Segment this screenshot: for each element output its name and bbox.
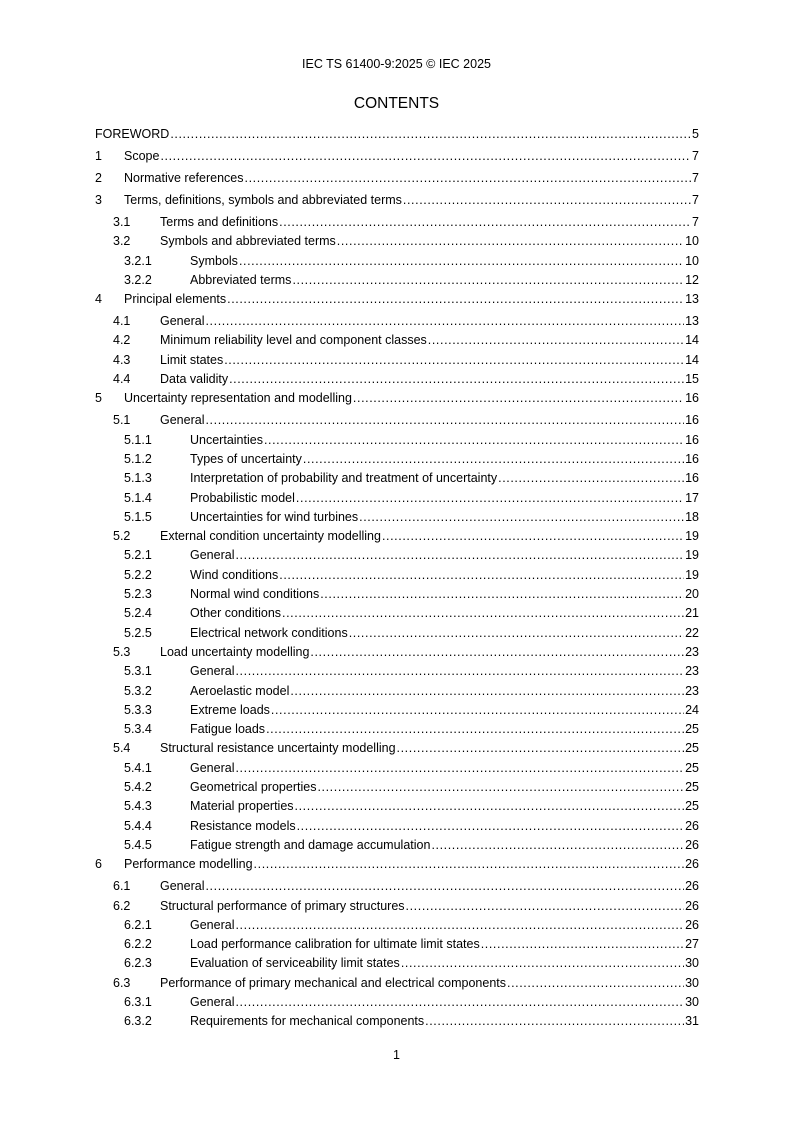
toc-entry-page: 30	[685, 994, 699, 1009]
toc-entry-page: 22	[685, 625, 699, 640]
toc-entry-number: 5	[95, 391, 102, 406]
toc-entry-title: Probabilistic model	[190, 490, 295, 505]
toc-entry[interactable]	[95, 271, 699, 290]
toc-entry-title: Fatigue strength and damage accumulation	[190, 837, 431, 852]
dot-leader	[337, 232, 684, 251]
toc-entry-page: 14	[685, 333, 699, 348]
dot-leader	[235, 546, 684, 565]
toc-entry-title: Symbols	[190, 253, 238, 268]
toc-entry[interactable]	[95, 527, 699, 546]
toc-entry-number: 4.1	[113, 314, 131, 329]
dot-leader	[235, 916, 684, 935]
toc-entry-page: 26	[685, 917, 699, 932]
toc-entry[interactable]	[95, 232, 699, 251]
toc-entry-number: 3.1	[113, 215, 131, 229]
toc-entry[interactable]	[95, 624, 699, 643]
toc-entry[interactable]	[95, 469, 699, 488]
dot-leader	[498, 469, 684, 488]
toc-entry-title: Normative references	[124, 171, 244, 185]
toc-entry[interactable]	[95, 411, 699, 430]
toc-entry-number: 5.1.4	[124, 490, 152, 505]
toc-entry-title: Types of uncertainty	[190, 451, 302, 466]
toc-entry-page: 13	[685, 314, 699, 329]
toc-entry-number: 5.2.5	[124, 625, 152, 640]
toc-entry-title: FOREWORD	[95, 127, 170, 141]
toc-entry[interactable]	[95, 993, 699, 1012]
toc-entry-page: 16	[685, 391, 699, 406]
toc-entry-number: 5.3.4	[124, 722, 152, 737]
dot-leader	[266, 720, 684, 739]
toc-entry-number: 6.3.2	[124, 1014, 152, 1029]
toc-entry-page: 12	[685, 272, 699, 287]
toc-entry-number: 2	[95, 171, 102, 185]
toc-entry-page: 25	[685, 760, 699, 775]
dot-leader	[224, 351, 684, 370]
toc-entry-page: 26	[685, 879, 699, 894]
toc-entry-number: 5.3.1	[124, 664, 152, 679]
toc-entry-title: Structural resistance uncertainty modelling	[160, 741, 396, 756]
dot-leader	[229, 370, 684, 389]
toc-entry-title: Load uncertainty modelling	[160, 644, 310, 659]
toc-entry-number: 4.4	[113, 372, 131, 387]
dot-leader	[254, 855, 685, 874]
toc-entry-page: 15	[685, 372, 699, 387]
toc-entry[interactable]	[95, 566, 699, 585]
dot-leader	[245, 169, 692, 188]
toc-entry-title: General	[160, 314, 205, 329]
dot-leader	[160, 147, 691, 166]
dot-leader	[310, 643, 684, 662]
dot-leader	[353, 389, 684, 408]
toc-entry-title: Material properties	[190, 799, 294, 814]
toc-entry-page: 21	[685, 606, 699, 621]
toc-entry-title: Limit states	[160, 352, 224, 367]
dot-leader	[170, 125, 691, 144]
toc-entry-number: 6.1	[113, 879, 131, 894]
toc-entry-page: 26	[685, 818, 699, 833]
toc-entry-title: Wind conditions	[190, 567, 279, 582]
toc-entry-title: Resistance models	[190, 818, 296, 833]
toc-entry[interactable]	[95, 389, 699, 411]
toc-entry[interactable]	[95, 916, 699, 935]
toc-entry-page: 19	[685, 567, 699, 582]
toc-entry-title: General	[190, 548, 235, 563]
toc-entry-page: 26	[685, 898, 699, 913]
dot-leader	[271, 701, 684, 720]
toc-entry-page: 17	[685, 490, 699, 505]
toc-entry-title: General	[160, 879, 205, 894]
toc-entry-page: 25	[685, 722, 699, 737]
dot-leader	[227, 290, 684, 309]
toc-entry-number: 5.3	[113, 644, 131, 659]
toc-entry-title: Normal wind conditions	[190, 587, 320, 602]
toc-entry-page: 25	[685, 741, 699, 756]
toc-entry[interactable]	[95, 546, 699, 565]
dot-leader	[279, 213, 691, 232]
toc-entry-number: 5.1.3	[124, 471, 152, 486]
toc-entry[interactable]	[95, 312, 699, 331]
toc-entry[interactable]	[95, 604, 699, 623]
toc-entry-title: Minimum reliability level and component classes	[160, 333, 427, 348]
toc-entry-title: General	[160, 413, 205, 428]
toc-entry[interactable]	[95, 797, 699, 816]
toc-entry-title: General	[190, 664, 235, 679]
toc-entry-title: Principal elements	[124, 292, 227, 307]
dot-leader	[205, 877, 684, 896]
toc-entry-number: 6.2	[113, 898, 131, 913]
toc-entry[interactable]	[95, 489, 699, 508]
toc-entry-page: 5	[692, 127, 699, 141]
toc-entry-title: Load performance calibration for ultimate limit states	[190, 937, 480, 952]
toc-entry-page: 25	[685, 799, 699, 814]
toc-entry-number: 6.2.3	[124, 956, 152, 971]
dot-leader	[303, 450, 684, 469]
toc-entry-title: Fatigue loads	[190, 722, 266, 737]
toc-entry-number: 5.1.5	[124, 509, 152, 524]
toc-entry-number: 5.2.4	[124, 606, 152, 621]
toc-entry-title: External condition uncertainty modelling	[160, 529, 381, 544]
toc-entry-page: 30	[685, 956, 699, 971]
toc-entry[interactable]	[95, 351, 699, 370]
toc-entry-number: 5.2.3	[124, 587, 152, 602]
toc-entry-page: 23	[685, 664, 699, 679]
toc-entry-number: 5.1.1	[124, 432, 152, 447]
toc-entry-page: 26	[685, 837, 699, 852]
toc-entry-number: 6.2.1	[124, 917, 152, 932]
toc-entry-number: 5.2.2	[124, 567, 152, 582]
toc-entry-number: 6	[95, 857, 102, 872]
toc-entry[interactable]	[95, 954, 699, 973]
toc-entry[interactable]	[95, 935, 699, 954]
dot-leader	[290, 682, 684, 701]
toc-entry-page: 16	[685, 451, 699, 466]
toc-entry[interactable]	[95, 290, 699, 312]
dot-leader	[239, 252, 684, 271]
dot-leader	[403, 191, 691, 210]
dot-leader	[359, 508, 684, 527]
toc-entry-page: 31	[685, 1014, 699, 1029]
toc-entry-number: 4	[95, 292, 102, 307]
toc-entry-title: Performance of primary mechanical and electrical components	[160, 975, 506, 990]
toc-entry[interactable]	[95, 585, 699, 604]
toc-entry[interactable]	[95, 125, 699, 147]
dot-leader	[428, 331, 684, 350]
toc-entry[interactable]	[95, 836, 699, 855]
toc-entry-title: Symbols and abbreviated terms	[160, 234, 336, 249]
toc-entry[interactable]	[95, 1012, 699, 1031]
toc-entry-number: 3	[95, 193, 102, 207]
toc-entry-number: 5.3.3	[124, 702, 152, 717]
dot-leader	[295, 797, 685, 816]
toc-entry-title: Electrical network conditions	[190, 625, 348, 640]
running-header: IEC TS 61400-9:2025 © IEC 2025	[302, 57, 491, 71]
dot-leader	[401, 954, 684, 973]
dot-leader	[406, 897, 685, 916]
toc-entry[interactable]	[95, 252, 699, 271]
toc-entry-title: Extreme loads	[190, 702, 270, 717]
dot-leader	[317, 778, 684, 797]
toc-entry-page: 7	[692, 193, 699, 207]
toc-entry-page: 19	[685, 529, 699, 544]
toc-entry[interactable]	[95, 643, 699, 662]
dot-leader	[296, 489, 684, 508]
toc-entry[interactable]	[95, 817, 699, 836]
dot-leader	[235, 993, 684, 1012]
toc-entry-page: 27	[685, 937, 699, 952]
toc-entry-page: 7	[692, 171, 699, 185]
toc-entry[interactable]	[95, 855, 699, 877]
dot-leader	[292, 271, 684, 290]
toc-entry-number: 5.2	[113, 529, 131, 544]
toc-entry-title: Terms and definitions	[160, 215, 279, 229]
toc-entry-page: 23	[685, 683, 699, 698]
toc-entry-title: Requirements for mechanical components	[190, 1014, 425, 1029]
toc-entry[interactable]	[95, 450, 699, 469]
toc-entry-title: Data validity	[160, 372, 229, 387]
toc-entry-title: Other conditions	[190, 606, 282, 621]
dot-leader	[349, 624, 684, 643]
dot-leader	[320, 585, 684, 604]
dot-leader	[507, 974, 684, 993]
dot-leader	[431, 836, 684, 855]
toc-entry[interactable]	[95, 897, 699, 916]
toc-entry[interactable]	[95, 701, 699, 720]
toc-entry-title: Interpretation of probability and treatment of uncertainty	[190, 471, 498, 486]
dot-leader	[382, 527, 684, 546]
toc-entry[interactable]	[95, 739, 699, 758]
toc-entry-page: 10	[685, 234, 699, 249]
toc-entry-number: 5.4	[113, 741, 131, 756]
toc-entry-number: 5.4.3	[124, 799, 152, 814]
toc-entry-title: Evaluation of serviceability limit states	[190, 956, 400, 971]
toc-entry-title: Aeroelastic model	[190, 683, 290, 698]
toc-entry[interactable]	[95, 431, 699, 450]
toc-entry-page: 10	[685, 253, 699, 268]
dot-leader	[425, 1012, 684, 1031]
toc-entry[interactable]	[95, 974, 699, 993]
toc-entry[interactable]	[95, 662, 699, 681]
toc-entry-page: 24	[685, 702, 699, 717]
toc-entry-page: 30	[685, 975, 699, 990]
toc-entry-page: 16	[685, 432, 699, 447]
toc-entry-page: 16	[685, 413, 699, 428]
dot-leader	[297, 817, 684, 836]
toc-entry-title: Terms, definitions, symbols and abbreviated terms	[124, 193, 402, 207]
toc-entry-title: Structural performance of primary structures	[160, 898, 405, 913]
toc-entry-number: 5.4.4	[124, 818, 152, 833]
toc-entry-page: 18	[685, 509, 699, 524]
toc-entry-number: 5.4.5	[124, 837, 152, 852]
toc-entry-title: General	[190, 994, 235, 1009]
toc-entry-title: General	[190, 917, 235, 932]
toc-entry-title: Scope	[124, 149, 160, 163]
page-title: CONTENTS	[353, 95, 440, 112]
dot-leader	[279, 566, 684, 585]
toc-entry[interactable]	[95, 778, 699, 797]
toc-entry-number: 5.3.2	[124, 683, 152, 698]
toc-entry[interactable]	[95, 720, 699, 739]
toc-entry-number: 4.2	[113, 333, 131, 348]
toc-entry-number: 6.2.2	[124, 937, 152, 952]
toc-entry[interactable]	[95, 191, 699, 213]
toc-entry-title: Abbreviated terms	[190, 272, 292, 287]
toc-entry-number: 3.2	[113, 234, 131, 249]
toc-entry-title: Uncertainties for wind turbines	[190, 509, 359, 524]
toc-entry[interactable]	[95, 682, 699, 701]
toc-entry-page: 19	[685, 548, 699, 563]
toc-entry-page: 16	[685, 471, 699, 486]
dot-leader	[205, 312, 684, 331]
toc-entry-number: 1	[95, 149, 102, 163]
toc-entry[interactable]	[95, 169, 699, 191]
toc-entry-title: General	[190, 760, 235, 775]
toc-entry-number: 5.1	[113, 413, 131, 428]
toc-entry-number: 4.3	[113, 352, 131, 367]
toc-entry-title: Uncertainty representation and modelling	[124, 391, 352, 406]
toc-entry-number: 5.4.2	[124, 780, 152, 795]
toc-entry-page: 7	[692, 149, 699, 163]
toc-entry-number: 5.2.1	[124, 548, 152, 563]
toc-entry-number: 3.2.2	[124, 272, 152, 287]
toc-entry[interactable]	[95, 759, 699, 778]
toc-entry[interactable]	[95, 508, 699, 527]
page-number: 1	[393, 1048, 400, 1062]
dot-leader	[282, 604, 684, 623]
toc-entry-number: 6.3	[113, 975, 131, 990]
toc-entry[interactable]	[95, 877, 699, 896]
toc-entry-page: 7	[692, 215, 699, 229]
toc-entry[interactable]	[95, 213, 699, 232]
toc-entry-page: 23	[685, 644, 699, 659]
toc-entry-title: Uncertainties	[190, 432, 263, 447]
toc-entry-number: 5.1.2	[124, 451, 152, 466]
table-of-contents	[95, 125, 699, 1032]
dot-leader	[264, 431, 684, 450]
dot-leader	[481, 935, 684, 954]
toc-entry[interactable]	[95, 331, 699, 350]
toc-entry[interactable]	[95, 370, 699, 389]
dot-leader	[235, 662, 684, 681]
toc-entry-page: 14	[685, 352, 699, 367]
toc-entry-title: Geometrical properties	[190, 780, 317, 795]
toc-entry[interactable]	[95, 147, 699, 169]
toc-entry-page: 13	[685, 292, 699, 307]
toc-entry-page: 20	[685, 587, 699, 602]
toc-entry-number: 5.4.1	[124, 760, 152, 775]
toc-entry-page: 26	[685, 857, 699, 872]
dot-leader	[235, 759, 684, 778]
toc-entry-number: 3.2.1	[124, 253, 152, 268]
dot-leader	[397, 739, 685, 758]
toc-entry-number: 6.3.1	[124, 994, 152, 1009]
toc-entry-title: Performance modelling	[124, 857, 253, 872]
dot-leader	[205, 411, 684, 430]
toc-entry-page: 25	[685, 780, 699, 795]
